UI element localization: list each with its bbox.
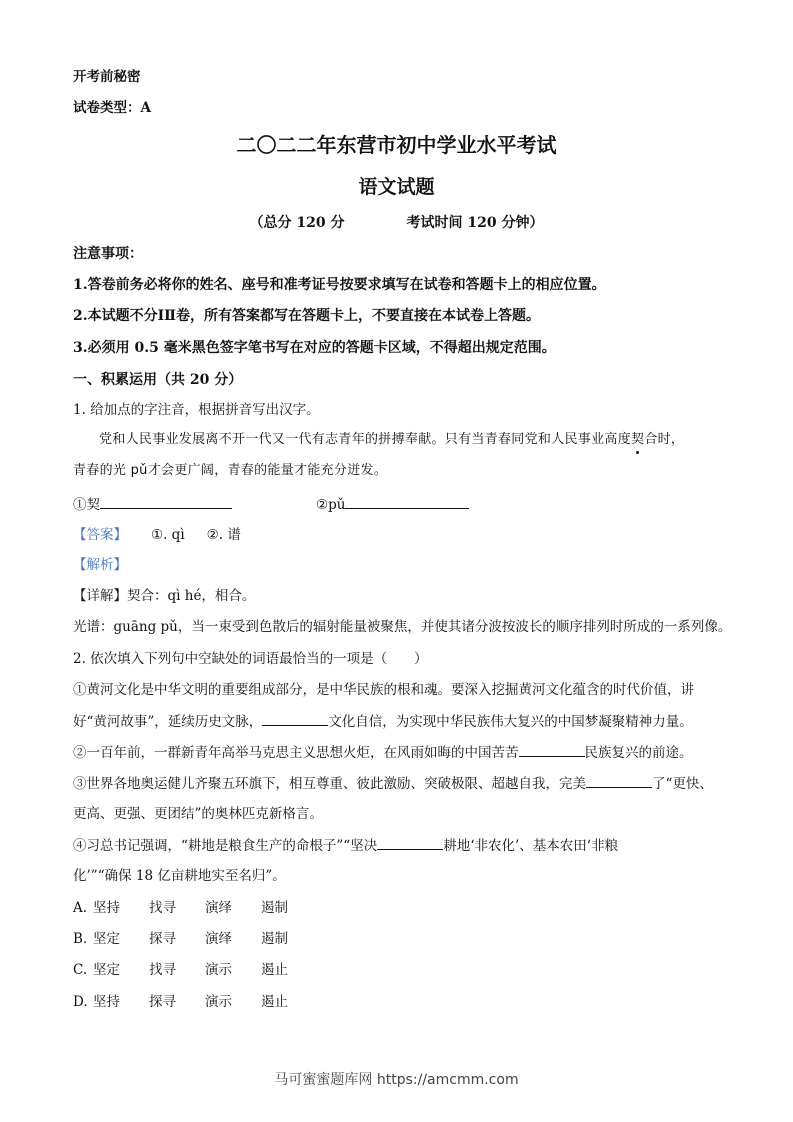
analysis-tag: 【解析】 bbox=[73, 557, 127, 573]
q2-sentence-3-line-2: 更高、更强、更团结”的奥林匹克新格言。 bbox=[73, 806, 323, 822]
sentence-text: ③世界各地奥运健儿齐聚五环旗下，相互尊重、彼此激励、突破极限、超越自我，完美 bbox=[73, 776, 586, 792]
dotted-character: 契 bbox=[631, 430, 644, 450]
q2-sentence-4-line-2: 化’”“确保 18 亿亩耕地实至名归”。 bbox=[73, 868, 286, 884]
q2-sentence-2 bbox=[73, 742, 693, 763]
answer-2: ②. 谱 bbox=[206, 527, 241, 543]
option-d[interactable] bbox=[73, 992, 317, 1012]
blank-1-label: ①契 bbox=[73, 497, 100, 513]
sentence-text: 文化自信，为实现中华民族伟大复兴的中国梦凝聚精神力量。 bbox=[328, 714, 693, 730]
fill-blank-4 bbox=[377, 835, 443, 850]
option-word: 找寻 bbox=[149, 900, 176, 916]
option-word: 演示 bbox=[205, 962, 232, 978]
option-word: 找寻 bbox=[149, 962, 176, 978]
section-heading: 一、积累运用（共 20 分） bbox=[73, 372, 243, 388]
secret-label: 开考前秘密 bbox=[73, 69, 141, 85]
passage-text: 党和人民事业发展离不开一代又一代有志青年的拼搏奉献。只有当青春同党和人民事业高度 bbox=[99, 432, 632, 447]
passage-text: 合时， bbox=[644, 432, 685, 447]
option-word: 坚定 bbox=[93, 962, 120, 978]
fill-blank-3 bbox=[586, 773, 652, 788]
sentence-text: 了“更快、 bbox=[652, 776, 713, 792]
q1-passage-line-1 bbox=[99, 430, 684, 450]
blank-2-line bbox=[345, 494, 469, 509]
sentence-text: 耕地‘非农化’、基本农田‘非粮 bbox=[443, 838, 619, 854]
sentence-text: ②一百年前，一群新青年高举马克思主义思想火炬，在风雨如晦的中国苦苦 bbox=[73, 745, 519, 761]
option-word: 探寻 bbox=[149, 931, 176, 947]
footer-watermark: 马可蜜蜜题库网 https://amcmm.com bbox=[274, 1072, 519, 1088]
option-word: 演示 bbox=[205, 994, 232, 1010]
q1-blanks-row bbox=[73, 494, 232, 515]
q1-detail: 【详解】契合：qì hé，相合。 bbox=[73, 588, 256, 604]
q2-sentence-4-line-1 bbox=[73, 835, 618, 856]
answer-1: ①. qì bbox=[151, 527, 185, 543]
option-letter: C. bbox=[73, 962, 88, 978]
answer-tag: 【答案】 bbox=[73, 527, 127, 543]
exam-title: 二〇二二年东营市初中学业水平考试 bbox=[236, 133, 557, 157]
option-letter: B. bbox=[73, 931, 88, 947]
option-word: 探寻 bbox=[149, 994, 176, 1010]
sentence-text: 好“黄河故事”，延续历史文脉， bbox=[73, 714, 263, 730]
q2-stem: 2. 依次填入下列句中空缺处的词语最恰当的一项是（ ） bbox=[73, 651, 428, 667]
option-word: 坚持 bbox=[93, 994, 120, 1010]
option-word: 遏制 bbox=[261, 931, 288, 947]
blank-2-label: ②pǔ bbox=[316, 497, 346, 513]
blank-1-line bbox=[100, 494, 232, 509]
fill-blank-2 bbox=[519, 742, 585, 757]
total-score: （总分 120 分 bbox=[249, 215, 345, 231]
q1-stem: 1. 给加点的字注音，根据拼音写出汉字。 bbox=[73, 402, 320, 418]
q2-sentence-1-line-2 bbox=[73, 711, 693, 732]
option-word: 演绎 bbox=[205, 931, 232, 947]
notice-item-2: 2.本试题不分ⅠⅡ卷，所有答案都写在答题卡上，不要直接在本试卷上答题。 bbox=[73, 308, 540, 324]
q2-sentence-1-line-1: ①黄河文化是中华文明的重要组成部分，是中华民族的根和魂。要深入挖掘黄河文化蕴含的时代价值，讲 bbox=[73, 682, 694, 698]
option-word: 坚持 bbox=[93, 900, 120, 916]
notice-item-3: 3.必须用 0.5 毫米黑色签字笔书写在对应的答题卡区域，不得超出规定范围。 bbox=[73, 340, 556, 356]
q1-answer-row bbox=[73, 525, 241, 545]
option-letter: D. bbox=[73, 994, 88, 1010]
option-word: 坚定 bbox=[93, 931, 120, 947]
option-word: 遏制 bbox=[261, 900, 288, 916]
q2-sentence-3-line-1 bbox=[73, 773, 713, 794]
notice-heading: 注意事项： bbox=[73, 246, 143, 262]
notice-item-1: 1.答卷前务必将你的姓名、座号和准考证号按要求填写在试卷和答题卡上的相应位置。 bbox=[73, 277, 606, 293]
q1-passage-line-2: 青春的光 pǔ才会更广阔，青春的能量才能充分迸发。 bbox=[73, 463, 388, 478]
option-letter: A. bbox=[73, 900, 88, 916]
exam-time: 考试时间 120 分钟） bbox=[406, 215, 544, 231]
fill-blank-1 bbox=[262, 711, 328, 726]
option-word: 遏止 bbox=[261, 994, 288, 1010]
sentence-text: 民族复兴的前途。 bbox=[584, 745, 693, 761]
paper-type-label: 试卷类型：A bbox=[73, 100, 151, 116]
option-word: 演绎 bbox=[205, 900, 232, 916]
q1-explain: 光谱：guāng pǔ，当一束受到色散后的辐射能量被聚焦，并使其诸分波按波长的顺序排列时所成的一系列像。 bbox=[73, 619, 732, 635]
option-c[interactable] bbox=[73, 960, 317, 980]
option-word: 遏止 bbox=[261, 962, 288, 978]
score-time-line bbox=[0, 213, 793, 233]
sentence-text: ④习总书记强调，“耕地是粮食生产的命根子”“坚决 bbox=[73, 838, 378, 854]
option-a[interactable] bbox=[73, 898, 317, 918]
q1-blank-2-row bbox=[316, 494, 469, 515]
exam-subject-title: 语文试题 bbox=[358, 176, 435, 198]
option-b[interactable] bbox=[73, 929, 317, 949]
